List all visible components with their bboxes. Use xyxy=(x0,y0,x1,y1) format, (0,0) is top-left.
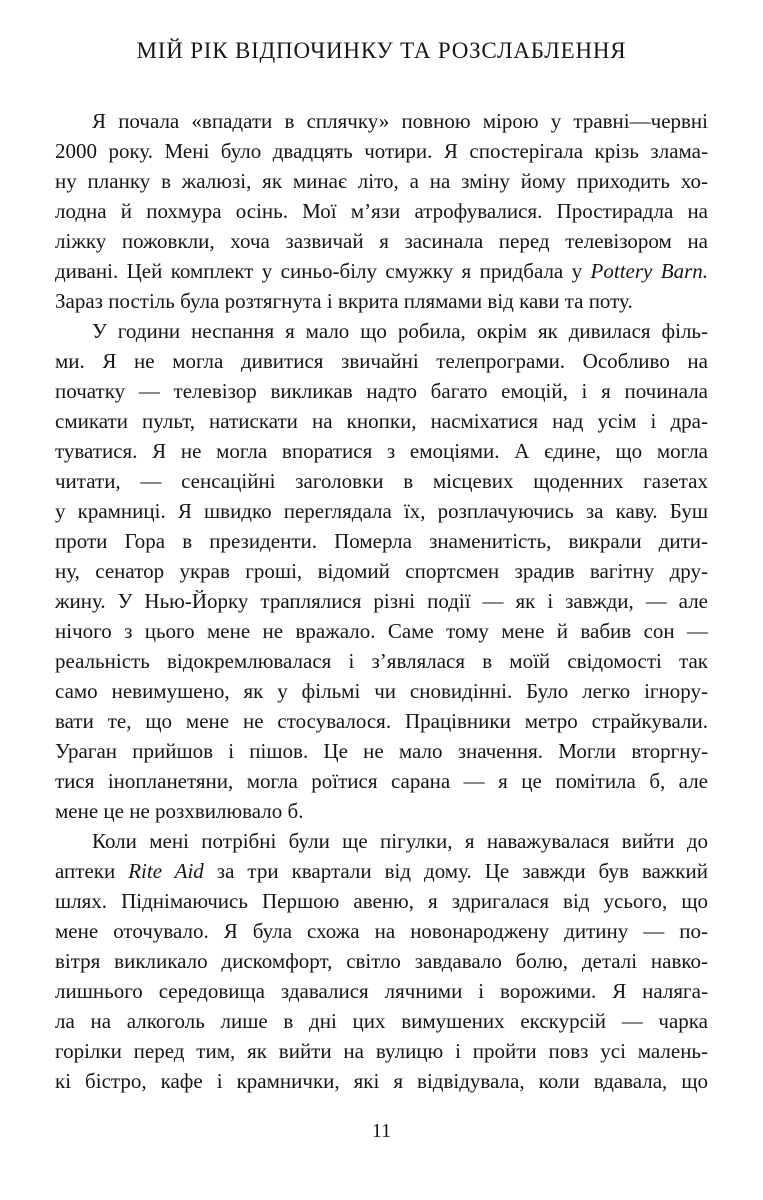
paragraph xyxy=(55,316,708,826)
text-line xyxy=(55,616,708,646)
text-line xyxy=(55,166,708,196)
text-line xyxy=(55,1036,708,1066)
italic-text: Pottery Barn. xyxy=(590,259,708,283)
text-segment: Ураган прийшов і пішов. Це не мало значення. Могли вторгну- xyxy=(55,739,708,763)
text-segment: Я почала «впадати в сплячку» повною мірою у травні—червні xyxy=(92,109,708,133)
text-line xyxy=(55,676,708,706)
text-segment: ліжку пожовкли, хоча зазвичай я засинала перед телевізором на xyxy=(55,229,708,253)
text-line xyxy=(55,646,708,676)
text-segment: туватися. Я не могла впоратися з емоціями. А єдине, що могла xyxy=(55,439,708,463)
text-segment: кі бістро, кафе і крамнички, які я відвідувала, коли вдавала, що xyxy=(55,1069,708,1093)
text-segment: ми. Я не могла дивитися звичайні телепрограми. Особливо на xyxy=(55,349,708,373)
text-segment: у крамниці. Я швидко переглядала їх, розплачуючись за каву. Буш xyxy=(55,499,708,523)
text-segment: Коли мені потрібні були ще пігулки, я наважувалася вийти до xyxy=(92,829,708,853)
text-line xyxy=(55,556,708,586)
text-line xyxy=(55,256,708,286)
text-segment: шлях. Піднімаючись Першою авеню, я здригалася від усього, що xyxy=(55,889,708,913)
text-segment: 2000 року. Мені було двадцять чотири. Я спостерігала крізь злама- xyxy=(55,139,708,163)
text-line xyxy=(55,706,708,736)
text-segment: мене оточувало. Я була схожа на новонароджену дитину — по- xyxy=(55,919,708,943)
page-text xyxy=(55,106,708,1096)
text-segment: початку — телевізор викликав надто багато емоцій, і я починала xyxy=(55,379,708,403)
text-segment: лишнього середовища здавалися лячними і ворожими. Я наляга- xyxy=(55,979,708,1003)
text-segment: мене це не розхвилювало б. xyxy=(55,799,304,823)
text-line xyxy=(55,856,708,886)
text-line xyxy=(55,316,708,346)
text-line xyxy=(55,466,708,496)
text-segment: горілки перед тим, як вийти на вулицю і пройти повз усі малень- xyxy=(55,1039,708,1063)
text-line xyxy=(55,886,708,916)
text-line xyxy=(55,946,708,976)
text-line xyxy=(55,196,708,226)
text-line xyxy=(55,346,708,376)
text-segment: лодна й похмура осінь. Мої м’язи атрофувалися. Простирадла на xyxy=(55,199,708,223)
text-segment: вати те, що мене не стосувалося. Працівники метро страйкували. xyxy=(55,709,708,733)
text-segment: само невимушено, як у фільмі чи сновидінні. Було легко ігнору- xyxy=(55,679,708,703)
text-segment: нічого з цього мене не вражало. Саме тому мене й вабив сон — xyxy=(55,619,708,643)
text-segment: ну планку в жалюзі, як минає літо, а на зміну йому приходить хо- xyxy=(55,169,708,193)
text-line xyxy=(55,796,708,826)
text-segment: дивані. Цей комплект у синьо-білу смужку я придбала у xyxy=(55,259,591,283)
text-segment: проти Гора в президенти. Померла знаменитість, викрали дити- xyxy=(55,529,708,553)
text-line xyxy=(55,736,708,766)
text-line xyxy=(55,136,708,166)
paragraph xyxy=(55,826,708,1096)
text-segment: тися інопланетяни, могла роїтися сарана — я це помітила б, але xyxy=(55,769,708,793)
text-line xyxy=(55,406,708,436)
text-segment: аптеки xyxy=(55,859,129,883)
text-line xyxy=(55,916,708,946)
text-segment: за три квартали від дому. Це завжди був важкий xyxy=(203,859,708,883)
text-line xyxy=(55,106,708,136)
text-line xyxy=(55,1066,708,1096)
text-segment: вітря викликало дискомфорт, світло завдавало болю, деталі навко- xyxy=(55,949,708,973)
text-segment: смикати пульт, натискати на кнопки, насміхатися над усім і дра- xyxy=(55,409,708,433)
text-line xyxy=(55,436,708,466)
italic-text: Rite Aid xyxy=(128,859,204,883)
paragraph xyxy=(55,106,708,316)
running-header: МІЙ РІК ВІДПОЧИНКУ ТА РОЗСЛАБЛЕННЯ xyxy=(136,38,627,63)
text-line xyxy=(55,286,708,316)
text-line xyxy=(55,766,708,796)
text-segment: реальність відокремлювалася і з’являлася в моїй свідомості так xyxy=(55,649,708,673)
text-line xyxy=(55,586,708,616)
text-line xyxy=(55,376,708,406)
text-line xyxy=(55,526,708,556)
text-segment: жину. У Нью-Йорку траплялися різні події — як і завжди, — але xyxy=(55,589,708,613)
text-line xyxy=(55,226,708,256)
text-line xyxy=(55,1006,708,1036)
text-segment: Зараз постіль була розтягнута і вкрита плямами від кави та поту. xyxy=(55,289,633,313)
text-segment: ла на алкоголь лише в дні цих вимушених екскурсій — чарка xyxy=(55,1009,708,1033)
page-number: 11 xyxy=(371,1120,392,1142)
text-segment: У години неспання я мало що робила, окрім як дивилася філь- xyxy=(92,319,708,343)
text-line xyxy=(55,496,708,526)
text-line xyxy=(55,826,708,856)
text-line xyxy=(55,976,708,1006)
text-segment: читати, — сенсаційні заголовки в місцевих щоденних газетах xyxy=(55,469,708,493)
text-segment: ну, сенатор украв гроші, відомий спортсмен зрадив вагітну дру- xyxy=(55,559,708,583)
